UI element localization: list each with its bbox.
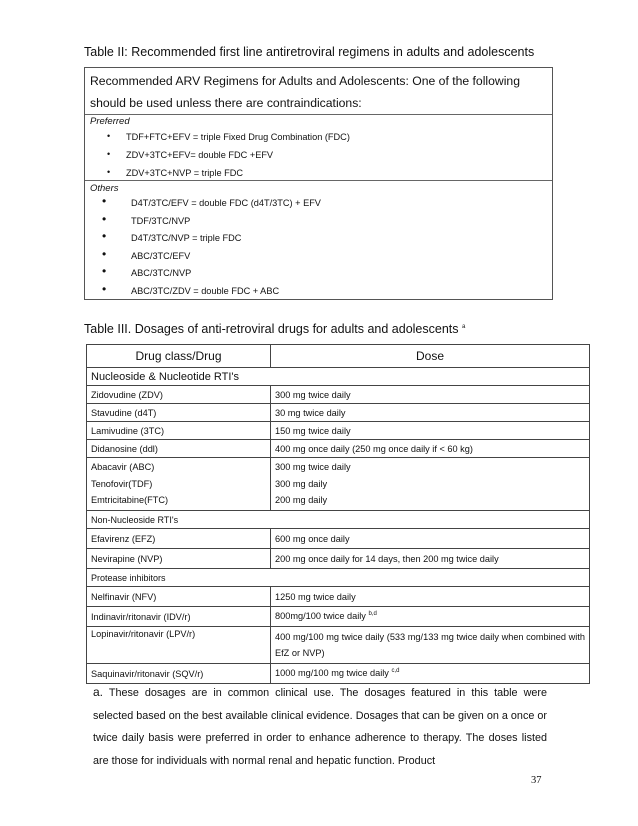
table-header-row — [87, 345, 590, 368]
dose-cell-group — [271, 458, 590, 511]
page-number: 37 — [531, 775, 542, 786]
table3-caption-text: Table III. Dosages of anti-retroviral drugs for adults and adolescents — [84, 322, 459, 336]
dose-cell — [271, 607, 590, 627]
drug-cell: Lamivudine (3TC) — [87, 422, 271, 440]
drug-line: Tenofovir(TDF) — [91, 478, 153, 489]
dose-cell: 200 mg once daily for 14 days, then 200 mg twice daily — [271, 549, 590, 569]
bullet-icon: • — [102, 211, 107, 226]
table3 — [86, 344, 590, 684]
bullet-icon: • — [102, 229, 107, 243]
footnote-label: a. — [93, 685, 104, 699]
section-pi: Protease inhibitors — [87, 569, 590, 587]
table-row — [87, 587, 590, 607]
drug-line: Abacavir (ABC) — [91, 462, 155, 473]
drug-line: Emtricitabine(FTC) — [91, 495, 169, 506]
dose-cell: 400 mg/100 mg twice daily (533 mg/133 mg twice daily when combined with EfZ or NVP) — [271, 627, 590, 664]
preferred-label: Preferred — [90, 116, 130, 127]
table2-divider — [85, 180, 552, 181]
others-label: Others — [90, 183, 119, 194]
table2-header: Recommended ARV Regimens for Adults and Adolescents: One of the following should be used unless there are contraindications: — [90, 74, 520, 110]
section-row — [87, 569, 590, 587]
table-row — [87, 549, 590, 569]
drug-cell: Lopinavir/ritonavir (LPV/r) — [87, 627, 271, 664]
drug-cell: Nelfinavir (NFV) — [87, 587, 271, 607]
table2 — [84, 67, 553, 300]
table-row — [87, 529, 590, 549]
dose-cell: 300 mg twice daily — [271, 386, 590, 404]
others-item: D4T/3TC/NVP = triple FDC — [131, 233, 242, 243]
drug-cell: Didanosine (ddl) — [87, 440, 271, 458]
table-row — [87, 607, 590, 627]
others-item: D4T/3TC/EFV = double FDC (d4T/3TC) + EFV — [131, 198, 321, 208]
preferred-item: ZDV+3TC+NVP = triple FDC — [126, 168, 244, 178]
table2-caption: Table II: Recommended first line antiretroviral regimens in adults and adolescents — [84, 45, 535, 59]
bullet-icon: • — [107, 149, 111, 159]
preferred-item: TDF+FTC+EFV = triple Fixed Drug Combination (FDC) — [126, 132, 350, 142]
bullet-icon: • — [107, 167, 111, 177]
drug-cell: Efavirenz (EFZ) — [87, 529, 271, 549]
drug-cell: Nevirapine (NVP) — [87, 549, 271, 569]
dose-text: 1000 mg/100 mg twice daily — [275, 668, 389, 679]
dose-cell: 150 mg twice daily — [271, 422, 590, 440]
table-row — [87, 422, 590, 440]
drug-cell: Saquinavir/ritonavir (SQV/r) — [87, 664, 271, 684]
footnote — [93, 681, 547, 772]
bullet-icon: • — [102, 194, 107, 208]
dose-text: 800mg/100 twice daily — [275, 611, 366, 622]
table-row — [87, 440, 590, 458]
drug-cell-group — [87, 458, 271, 511]
table-row — [87, 386, 590, 404]
bullet-icon: • — [102, 246, 107, 261]
bullet-icon: • — [102, 264, 107, 278]
section-nrti: Nucleoside & Nucleotide RTI's — [87, 368, 590, 386]
table3-caption — [84, 322, 465, 336]
dose-cell: 30 mg twice daily — [271, 404, 590, 422]
bullet-icon: • — [107, 131, 111, 141]
footnote-text: These dosages are in common clinical use. The dosages featured in this table were selected based on the best available clinical evidence. Dosages that can be given on a once or twice daily basis were preferred in order to enhance adherence to therapy. The doses listed are those for individuals with normal renal and hepatic function. Product — [93, 687, 547, 767]
bullet-icon: • — [102, 281, 107, 296]
others-item: ABC/3TC/ZDV = double FDC + ABC — [131, 285, 280, 296]
dose-cell: 1250 mg twice daily — [271, 587, 590, 607]
others-item: ABC/3TC/NVP — [131, 268, 192, 278]
table3-caption-sup: a — [462, 323, 466, 330]
dose-cell: 400 mg once daily (250 mg once daily if < 60 kg) — [271, 440, 590, 458]
table2-divider — [85, 114, 552, 115]
drug-cell: Stavudine (d4T) — [87, 404, 271, 422]
table-row — [87, 627, 590, 664]
dose-line: 200 mg daily — [275, 495, 328, 506]
dose-line: 300 mg daily — [275, 478, 328, 489]
preferred-item: ZDV+3TC+EFV= double FDC +EFV — [126, 150, 274, 160]
dose-cell: 600 mg once daily — [271, 529, 590, 549]
dose-sup: c,d — [391, 668, 400, 675]
col-header-dose: Dose — [271, 345, 590, 368]
col-header-drug: Drug class/Drug — [87, 345, 271, 368]
dose-sup: b,d — [368, 611, 377, 618]
section-nnrti: Non-Nucleoside RTI's — [87, 511, 590, 529]
others-item: TDF/3TC/NVP — [131, 215, 191, 226]
section-row — [87, 368, 590, 386]
table-row — [87, 458, 590, 511]
drug-cell: Indinavir/ritonavir (IDV/r) — [87, 607, 271, 627]
drug-cell: Zidovudine (ZDV) — [87, 386, 271, 404]
others-item: ABC/3TC/EFV — [131, 250, 191, 261]
dose-line: 300 mg twice daily — [275, 462, 351, 473]
section-row — [87, 511, 590, 529]
table-row — [87, 404, 590, 422]
